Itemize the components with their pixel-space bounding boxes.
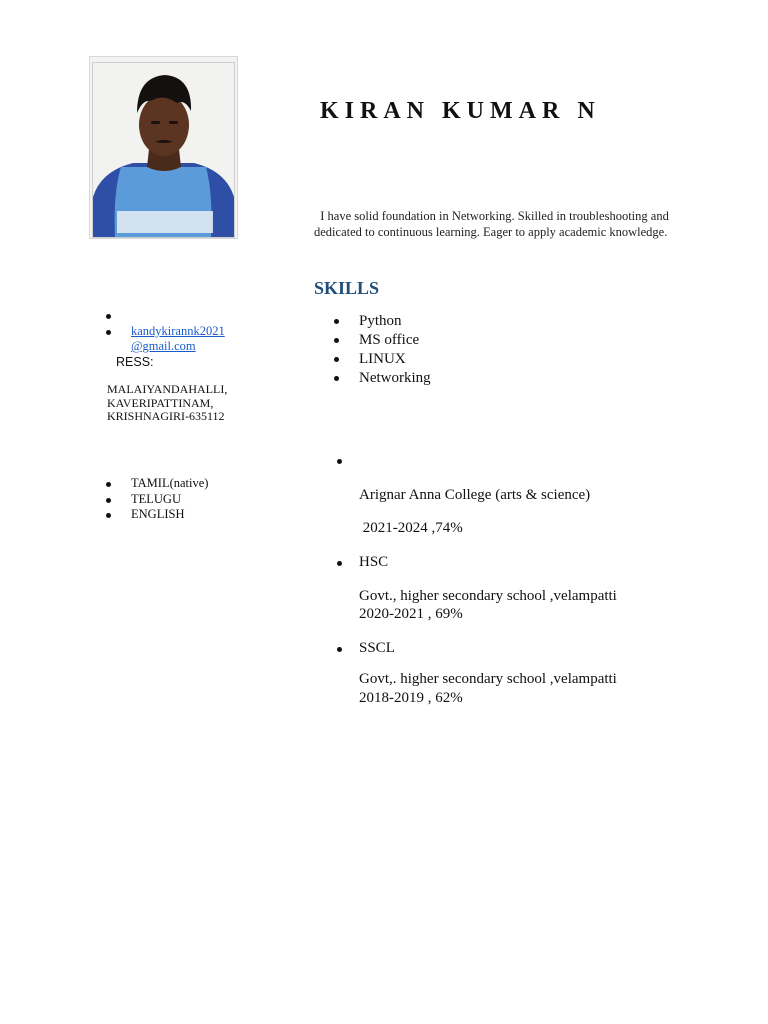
education-bullet [337,561,342,566]
portrait-image [93,63,234,237]
email-line-2: @gmail.com [131,339,196,353]
skill-item: Python [334,312,431,331]
languages-list [106,476,208,523]
address-line: KAVERIPATTINAM, [107,395,214,410]
education-years: 2018-2019 , 62% [359,690,463,706]
contact-list [106,308,231,354]
address-line: MALAIYANDAHALLI, [107,382,228,396]
skill-item: MS office [334,331,431,350]
address-line: KRISHNAGIRI-635112 [107,409,225,423]
address-label: RESS: [116,355,154,369]
skills-heading: SKILLS [314,278,380,298]
profile-photo [89,56,238,239]
education-title: SSCL [359,640,395,656]
education-years: 2020-2021 , 69% [359,606,463,622]
skills-list [334,312,431,388]
profile-summary [314,208,694,240]
email-line-1: kandykirannk2021 [131,324,225,338]
education-institution: Arignar Anna College (arts & science) [359,487,591,503]
contact-empty-item [106,308,231,324]
education-bullet [337,459,342,464]
language-item: TAMIL(native) [106,476,208,492]
skill-item: LINUX [334,350,431,369]
education-institution: Govt., higher secondary school ,velampatti [359,588,617,604]
language-item: TELUGU [106,492,208,508]
language-item: ENGLISH [106,507,208,523]
skill-item: Networking [334,369,431,388]
education-title: HSC [359,554,389,570]
education-bullet [337,647,342,652]
education-institution: Govt,. higher secondary school ,velampatti [359,671,617,687]
email-link[interactable] [131,324,231,354]
candidate-name: KIRAN KUMAR N [320,98,601,124]
address-block [107,383,227,424]
summary-text: I have solid foundation in Networking. Skilled in troubleshooting and dedicated to continuous learning. Eager to apply academic knowledge. [314,209,669,239]
education-years: 2021-2024 ,74% [359,520,463,536]
contact-email-item [106,324,231,354]
